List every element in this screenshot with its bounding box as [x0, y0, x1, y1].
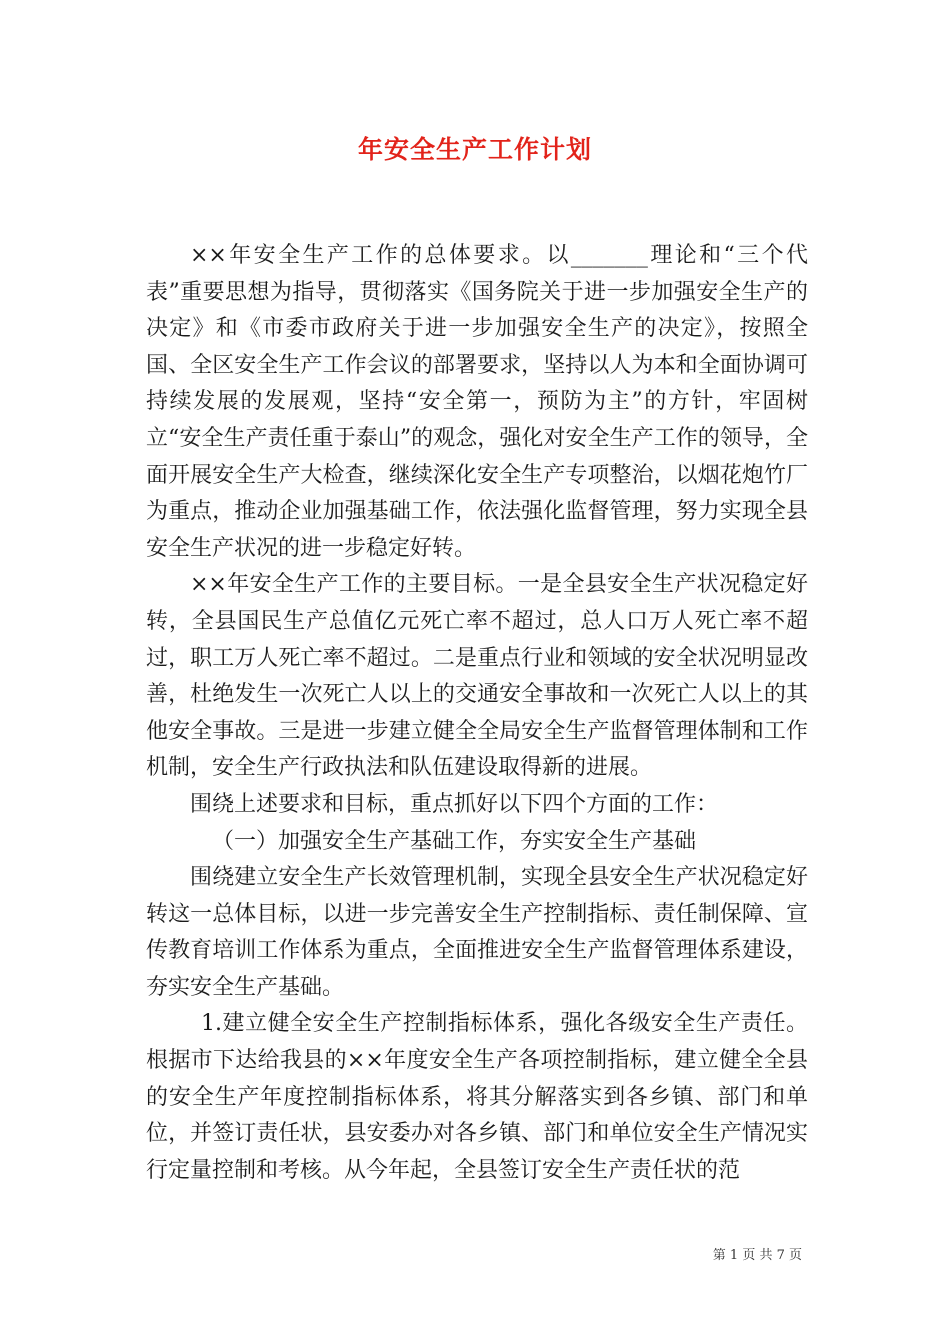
section-heading-1: （一）加强安全生产基础工作，夯实安全生产基础 [212, 828, 697, 854]
paragraph-item-1: 1.建立健全安全生产控制指标体系，强化各级安全生产责任。根据市下达给我县的××年度安全生产各项控制指标，建立健全全县的安全生产年度控制指标体系，将其分解落实到各乡镇、部门和单位，并签订责任状，县安委办对各乡镇、部门和单位安全生产情况实行定量控制和考核。从今年起，全县签订安全生产责任状的范 [146, 1011, 808, 1183]
document-title: 年安全生产工作计划 [357, 135, 592, 164]
paragraph-four-aspects-intro: 围绕上述要求和目标，重点抓好以下四个方面的工作： [190, 791, 719, 817]
paragraph-overall-requirements: ××年安全生产工作的总体要求。以_______理论和“三个代表”重要思想为指导，贯彻落实《国务院关于进一步加强安全生产的决定》和《市委市政府关于进一步加强安全生产的决定》，按照全国、全区安全生产工作会议的部署要求，坚持以人为本和全面协调可持续发展的发展观，坚持“安全第一，预防为主”的方针，牢固树立“安全生产责任重于泰山”的观念，强化对安全生产工作的领导，全面开展安全生产大检查，继续深化安全生产专项整治，以烟花炮竹厂为重点，推动企业加强基础工作，依法强化监督管理，努力实现全县安全生产状况的进一步稳定好转。 [146, 243, 808, 561]
paragraph-section-1-summary: 围绕建立安全生产长效管理机制，实现全县安全生产状况稳定好转这一总体目标，以进一步完善安全生产控制指标、责任制保障、宣传教育培训工作体系为重点，全面推进安全生产监督管理体系建设，夯实安全生产基础。 [146, 865, 808, 1000]
page-number: 第 1 页 共 7 页 [712, 1248, 802, 1263]
document-body [146, 238, 808, 1189]
paragraph-main-goals: ××年安全生产工作的主要目标。一是全县安全生产状况稳定好转，全县国民生产总值亿元死亡率不超过，总人口万人死亡率不超过，职工万人死亡率不超过。二是重点行业和领域的安全状况明显改善，杜绝发生一次死亡人以上的交通安全事故和一次死亡人以上的其他安全事故。三是进一步建立健全全局安全生产监督管理体制和工作机制，安全生产行政执法和队伍建设取得新的进展。 [146, 572, 808, 781]
